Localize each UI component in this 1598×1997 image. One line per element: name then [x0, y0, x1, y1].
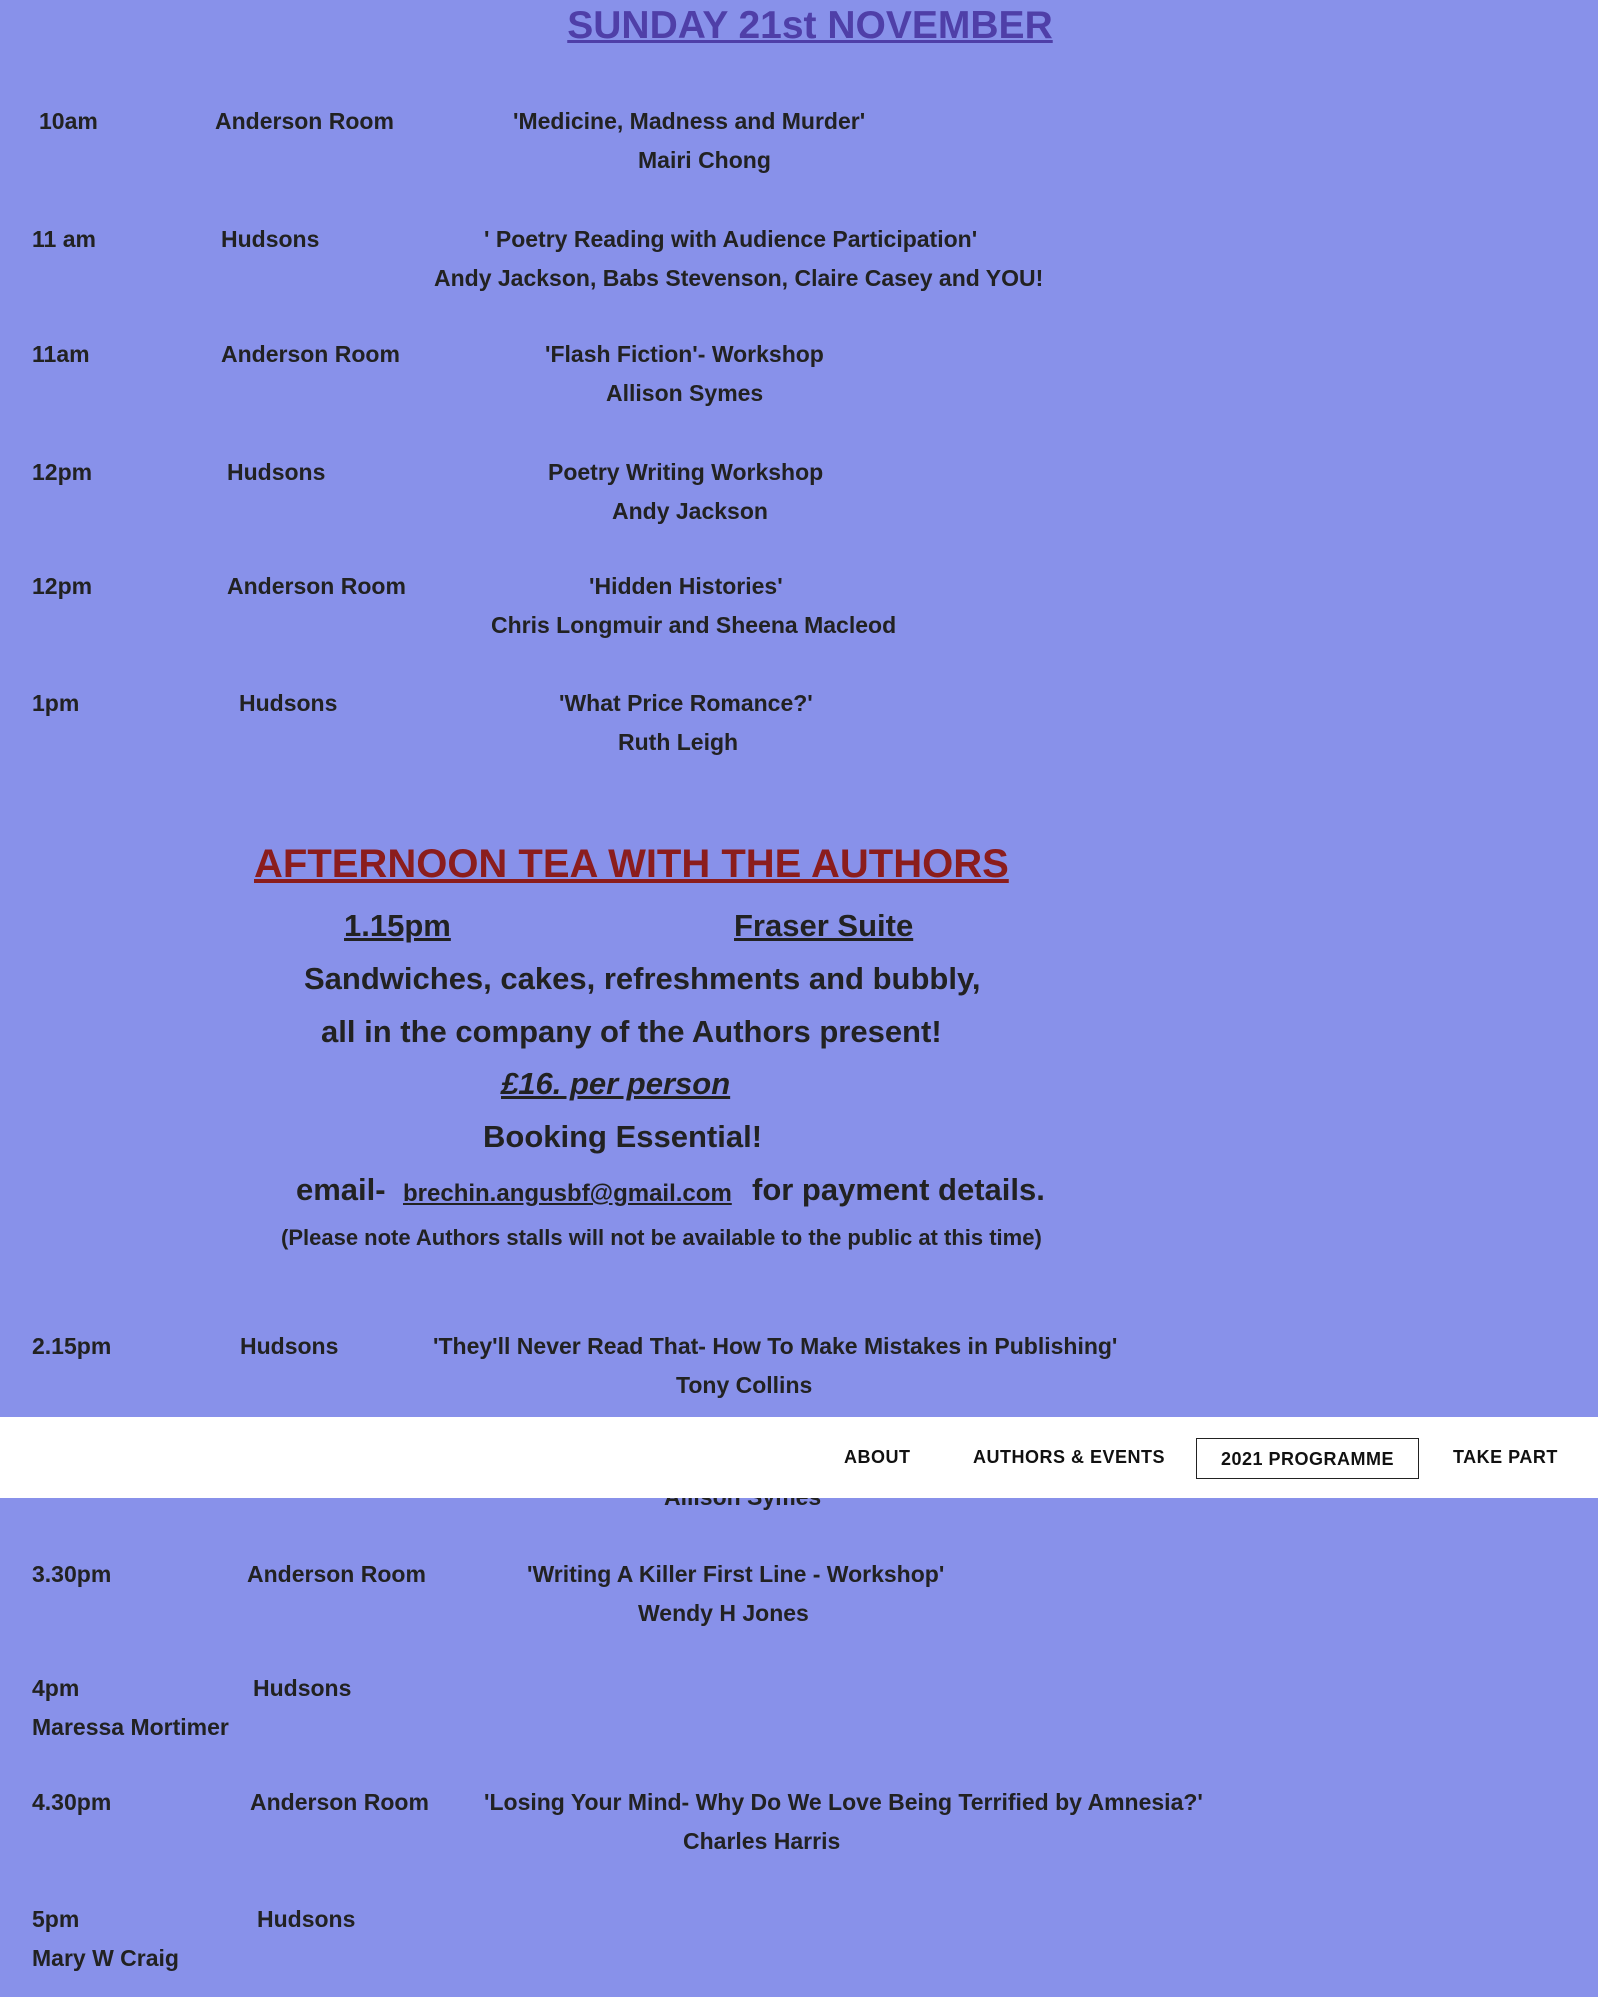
event-time: 12pm — [32, 573, 93, 599]
event-time: 11am — [32, 341, 90, 367]
event-time: 4.30pm — [32, 1789, 112, 1815]
event-title: 'Medicine, Madness and Murder' — [513, 108, 866, 134]
event-people: Charles Harris — [683, 1828, 841, 1854]
event-time: 12pm — [32, 459, 93, 485]
event-title: 'They'll Never Read That- How To Make Mistakes in Publishing' — [433, 1333, 1118, 1359]
tea-email-suffix: for payment details. — [752, 1172, 1045, 1207]
tea-price: £16. per person — [501, 1066, 731, 1101]
event-venue: Hudsons — [257, 1906, 356, 1932]
nav-authors-events[interactable]: AUTHORS & EVENTS — [973, 1447, 1166, 1467]
event-venue: Hudsons — [227, 459, 326, 485]
tea-venue: Fraser Suite — [734, 908, 914, 943]
email-link[interactable]: brechin.angusbf@gmail.com — [403, 1180, 732, 1207]
event-venue: Hudsons — [239, 690, 338, 716]
event-time: 2.15pm — [32, 1333, 112, 1359]
event-people: Wendy H Jones — [638, 1600, 809, 1626]
event-people: Andy Jackson, Babs Stevenson, Claire Casey and YOU! — [434, 265, 1044, 291]
event-title: 'Writing A Killer First Line - Workshop' — [527, 1561, 945, 1587]
event-people: Maressa Mortimer — [32, 1714, 229, 1740]
event-title: 'Flash Fiction'- Workshop — [545, 341, 824, 367]
event-title: Poetry Writing Workshop — [548, 459, 824, 485]
top-navbar — [0, 1417, 1598, 1498]
event-venue: Anderson Room — [247, 1561, 426, 1587]
event-time: 10am — [39, 108, 98, 134]
page-title: SUNDAY 21st NOVEMBER — [567, 4, 1053, 47]
event-venue: Hudsons — [240, 1333, 339, 1359]
tea-note: (Please note Authors stalls will not be available to the public at this time) — [281, 1225, 1042, 1250]
tea-time: 1.15pm — [344, 908, 451, 943]
event-venue: Anderson Room — [250, 1789, 429, 1815]
event-title: 'What Price Romance?' — [559, 690, 813, 716]
event-venue: Anderson Room — [215, 108, 394, 134]
event-people: Tony Collins — [676, 1372, 813, 1398]
tea-booking: Booking Essential! — [483, 1119, 763, 1154]
afternoon-tea-title: AFTERNOON TEA WITH THE AUTHORS — [254, 842, 1009, 886]
event-title: ' Poetry Reading with Audience Participation' — [484, 226, 978, 252]
event-time: 5pm — [32, 1906, 80, 1932]
event-time: 4pm — [32, 1675, 80, 1701]
event-venue: Anderson Room — [227, 573, 406, 599]
nav-about[interactable]: ABOUT — [844, 1447, 911, 1467]
event-time: 11 am — [32, 226, 96, 252]
event-time: 3.30pm — [32, 1561, 112, 1587]
event-title: 'Losing Your Mind- Why Do We Love Being Terrified by Amnesia?' — [484, 1789, 1203, 1815]
event-people: Andy Jackson — [612, 498, 768, 524]
event-venue: Hudsons — [221, 226, 320, 252]
event-people: Mairi Chong — [638, 147, 771, 173]
event-venue: Anderson Room — [221, 341, 400, 367]
event-people: Mary W Craig — [32, 1945, 179, 1971]
tea-description-line2: all in the company of the Authors present! — [321, 1014, 942, 1049]
event-time: 1pm — [32, 690, 80, 716]
event-venue: Hudsons — [253, 1675, 352, 1701]
tea-description-line1: Sandwiches, cakes, refreshments and bubbly, — [304, 961, 981, 996]
nav-take-part[interactable]: TAKE PART — [1453, 1447, 1558, 1467]
event-people: Ruth Leigh — [618, 729, 739, 755]
event-people: Chris Longmuir and Sheena Macleod — [491, 612, 897, 638]
nav-2021-programme[interactable]: 2021 PROGRAMME — [1196, 1438, 1419, 1479]
tea-email-prefix: email- — [296, 1172, 386, 1207]
event-title: 'Hidden Histories' — [589, 573, 783, 599]
event-people: Allison Symes — [606, 380, 764, 406]
